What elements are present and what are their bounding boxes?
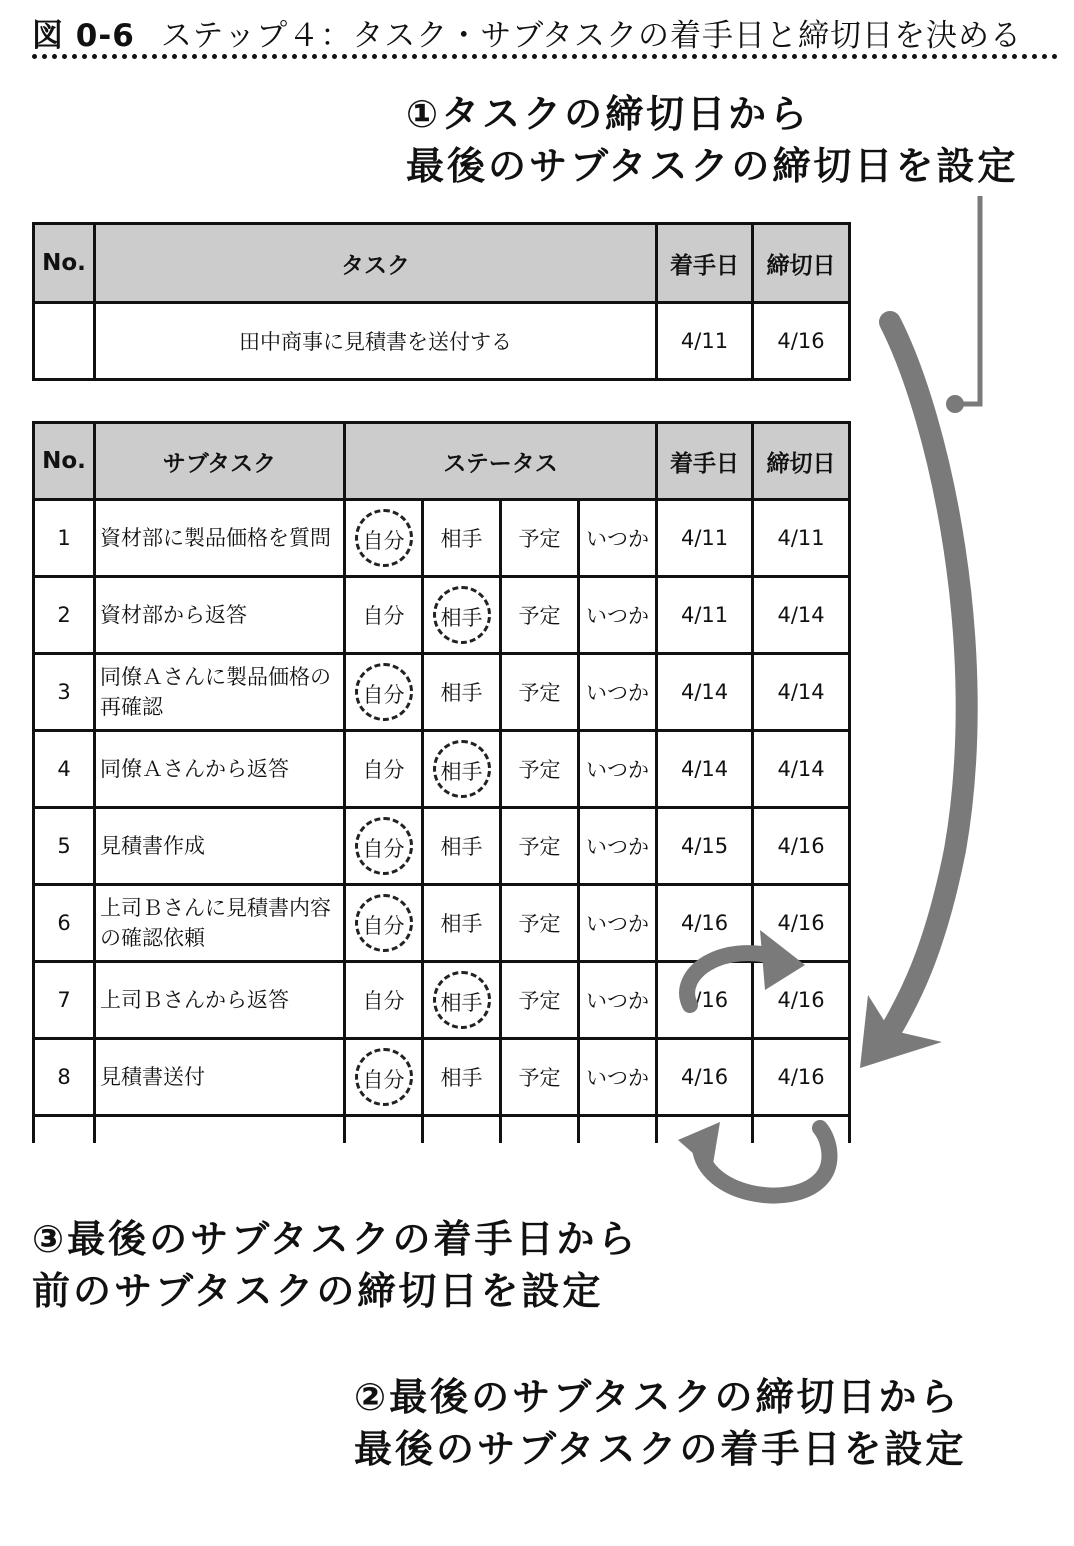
header-start: 着手日 (657, 224, 753, 303)
loop-arrow-head (760, 930, 805, 990)
status-option: 予定 (518, 912, 561, 936)
subtask-no: 8 (34, 1039, 95, 1116)
status-option: 相手 (440, 835, 483, 859)
connector-line (958, 196, 980, 404)
subtask-start: 4/11 (657, 500, 753, 577)
task-name: 田中商事に見積書を送付する (95, 303, 657, 380)
figure-number: 図 0-6 (32, 18, 135, 54)
status-selected: 相手 (433, 740, 491, 798)
subtask-due: 4/16 (753, 962, 850, 1039)
status-option: 予定 (518, 527, 561, 551)
status-selected: 自分 (355, 817, 413, 875)
status-selected: 自分 (355, 1048, 413, 1106)
lower-loop-arrow (700, 1128, 829, 1196)
header-due: 締切日 (753, 423, 850, 500)
subtask-start: 4/11 (657, 577, 753, 654)
subtask-start: 4/14 (657, 654, 753, 731)
subtask-no: 6 (34, 885, 95, 962)
subtask-name: 同僚Ａさんから返答 (95, 731, 345, 808)
status-option: 予定 (518, 758, 561, 782)
status-option: 相手 (440, 912, 483, 936)
subtask-no: 2 (34, 577, 95, 654)
status-option: 自分 (362, 604, 405, 628)
subtask-due: 4/11 (753, 500, 850, 577)
long-curved-arrow (882, 322, 967, 1045)
status-selected: 自分 (355, 509, 413, 567)
subtask-name: 見積書送付 (95, 1039, 345, 1116)
status-option: いつか (586, 604, 650, 628)
subtask-start: 4/16 (657, 885, 753, 962)
header-subtask: サブタスク (95, 423, 345, 500)
subtask-no: 4 (34, 731, 95, 808)
subtask-due: 4/14 (753, 577, 850, 654)
subtask-no: 1 (34, 500, 95, 577)
subtask-due: 4/14 (753, 731, 850, 808)
status-option: 相手 (440, 527, 483, 551)
subtask-no: 5 (34, 808, 95, 885)
status-option: いつか (586, 681, 650, 705)
callout-step3-line2: 前のサブタスクの締切日を設定 (32, 1269, 604, 1313)
status-selected: 自分 (355, 894, 413, 952)
status-selected: 自分 (355, 663, 413, 721)
subtask-name: 資材部に製品価格を質問 (95, 500, 345, 577)
subtask-name: 同僚Ａさんに製品価格の再確認 (95, 654, 345, 731)
status-option: 自分 (362, 989, 405, 1013)
status-option: いつか (586, 912, 650, 936)
callout-step1-line1: ①タスクの締切日から (406, 92, 811, 136)
subtask-start: 4/16 (657, 962, 753, 1039)
status-option: いつか (586, 1066, 650, 1090)
callout-step2-line1: ②最後のサブタスクの締切日から (354, 1375, 961, 1419)
subtask-start: 4/16 (657, 1039, 753, 1116)
status-option: 予定 (518, 989, 561, 1013)
subtask-name: 見積書作成 (95, 808, 345, 885)
subtask-start: 4/15 (657, 808, 753, 885)
status-option: 予定 (518, 681, 561, 705)
subtask-start: 4/14 (657, 731, 753, 808)
subtask-due: 4/16 (753, 808, 850, 885)
header-status: ステータス (345, 423, 657, 500)
subtask-due: 4/16 (753, 1039, 850, 1116)
status-option: いつか (586, 527, 650, 551)
subtask-due: 4/14 (753, 654, 850, 731)
subtask-no: 7 (34, 962, 95, 1039)
header-no: No. (34, 423, 95, 500)
status-option: いつか (586, 989, 650, 1013)
subtask-name: 上司Ｂさんから返答 (95, 962, 345, 1039)
callout-step3-line1: ③最後のサブタスクの着手日から (32, 1217, 639, 1261)
callout-step2-line2: 最後のサブタスクの着手日を設定 (354, 1427, 967, 1471)
subtask-name: 資材部から返答 (95, 577, 345, 654)
task-due: 4/16 (753, 303, 850, 380)
status-selected: 相手 (433, 971, 491, 1029)
header-start: 着手日 (657, 423, 753, 500)
status-selected: 相手 (433, 586, 491, 644)
subtask-name: 上司Ｂさんに見積書内容の確認依頼 (95, 885, 345, 962)
subtask-no: 3 (34, 654, 95, 731)
header-due: 締切日 (753, 224, 850, 303)
figure-caption: ステップ４：タスク・サブタスクの着手日と締切日を決める (160, 18, 1023, 54)
header-task: タスク (95, 224, 657, 303)
status-option: 予定 (518, 835, 561, 859)
task-start: 4/11 (657, 303, 753, 380)
subtask-due: 4/16 (753, 885, 850, 962)
status-option: 相手 (440, 681, 483, 705)
callout-step1-line2: 最後のサブタスクの締切日を設定 (406, 144, 1019, 188)
status-option: 予定 (518, 604, 561, 628)
status-option: 相手 (440, 1066, 483, 1090)
connector-dot (946, 395, 964, 413)
status-option: 予定 (518, 1066, 561, 1090)
status-option: 自分 (362, 758, 405, 782)
status-option: いつか (586, 835, 650, 859)
status-option: いつか (586, 758, 650, 782)
header-no: No. (34, 224, 95, 303)
